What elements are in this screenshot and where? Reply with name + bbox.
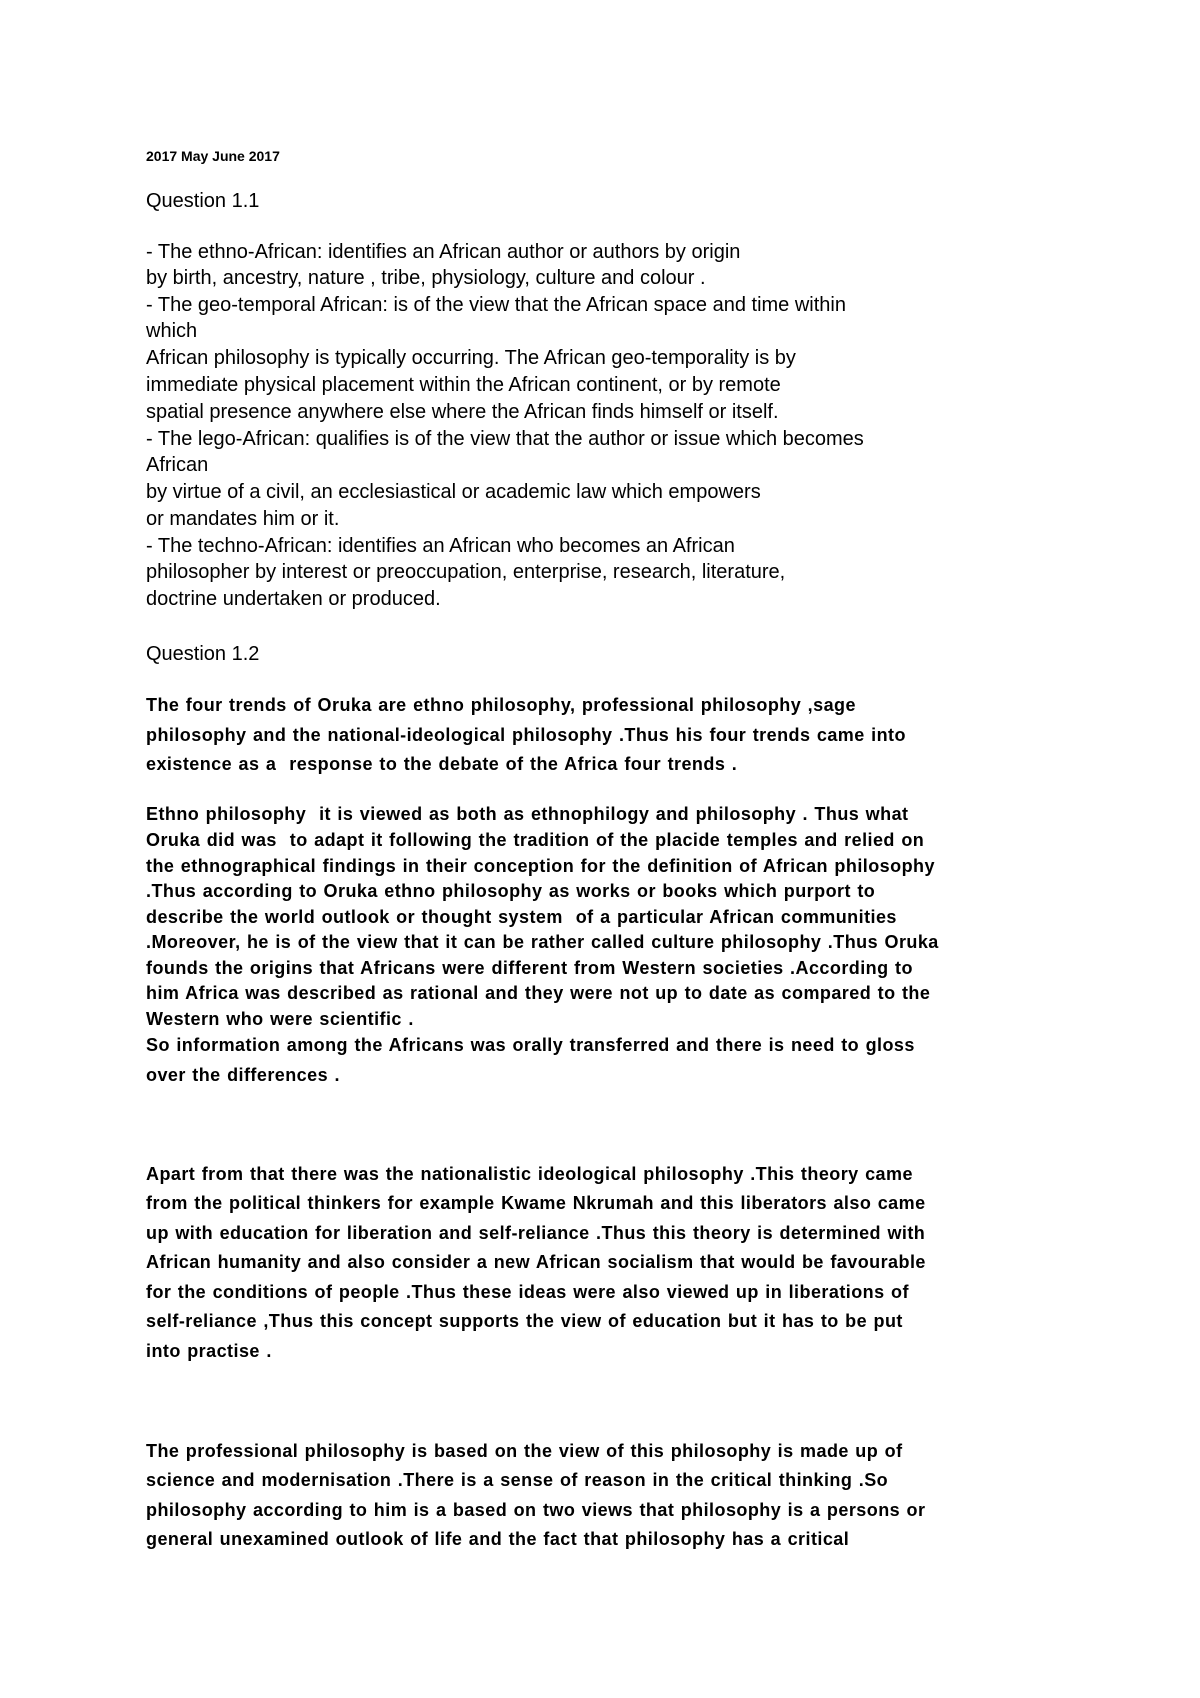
text-line: from the political thinkers for example Kwame Nkrumah and this liberators also came xyxy=(146,1193,926,1213)
text-line: Apart from that there was the nationalistic ideological philosophy .This theory came xyxy=(146,1164,913,1184)
text-line: African philosophy is typically occurring. The African geo-temporality is by xyxy=(146,347,796,369)
question-1-1-title: Question 1.1 xyxy=(146,190,260,212)
text-line: The professional philosophy is based on the view of this philosophy is made up of xyxy=(146,1441,903,1461)
text-line: founds the origins that Africans were different from Western societies .According to xyxy=(146,958,913,978)
text-line: The four trends of Oruka are ethno philosophy, professional philosophy ,sage xyxy=(146,695,856,715)
text-line: .Thus according to Oruka ethno philosophy as works or books which purport to xyxy=(146,881,876,901)
text-line: general unexamined outlook of life and the fact that philosophy has a critical xyxy=(146,1529,850,1549)
text-line: spatial presence anywhere else where the African finds himself or itself. xyxy=(146,401,779,423)
text-line: immediate physical placement within the African continent, or by remote xyxy=(146,374,781,396)
text-line: philosophy according to him is a based on two views that philosophy is a persons or xyxy=(146,1500,926,1520)
document-header: 2017 May June 2017 xyxy=(146,148,280,164)
text-line: - The ethno-African: identifies an African author or authors by origin xyxy=(146,241,741,263)
text-line: for the conditions of people .Thus these ideas were also viewed up in liberations of xyxy=(146,1282,909,1302)
text-line: Western who were scientific . xyxy=(146,1009,414,1029)
text-line: science and modernisation .There is a sense of reason in the critical thinking .So xyxy=(146,1470,889,1490)
text-line: Oruka did was to adapt it following the tradition of the placide temples and relied on xyxy=(146,830,925,850)
text-line: over the differences . xyxy=(146,1065,340,1085)
text-line: African xyxy=(146,454,209,476)
text-line: or mandates him or it. xyxy=(146,508,340,530)
text-line: - The geo-temporal African: is of the view that the African space and time within xyxy=(146,294,846,316)
text-line: .Moreover, he is of the view that it can be rather called culture philosophy .Thus Oruka xyxy=(146,932,939,952)
text-line: - The lego-African: qualifies is of the view that the author or issue which becomes xyxy=(146,428,864,450)
text-line: philosophy and the national-ideological philosophy .Thus his four trends came into xyxy=(146,725,906,745)
text-line: him Africa was described as rational and they were not up to date as compared to the xyxy=(146,983,931,1003)
text-line: by birth, ancestry, nature , tribe, physiology, culture and colour . xyxy=(146,267,706,289)
text-line: - The techno-African: identifies an African who becomes an African xyxy=(146,535,735,557)
text-line: describe the world outlook or thought system of a particular African communities xyxy=(146,907,897,927)
text-line: into practise . xyxy=(146,1341,272,1361)
text-line: the ethnographical findings in their conception for the definition of African philosophy xyxy=(146,856,935,876)
text-line: existence as a response to the debate of the Africa four trends . xyxy=(146,754,738,774)
text-line: doctrine undertaken or produced. xyxy=(146,588,441,610)
question-1-2-title: Question 1.2 xyxy=(146,643,260,665)
text-line: self-reliance ,Thus this concept supports the view of education but it has to be put xyxy=(146,1311,903,1331)
text-line: up with education for liberation and self-reliance .Thus this theory is determined with xyxy=(146,1223,926,1243)
text-line: So information among the Africans was orally transferred and there is need to gloss xyxy=(146,1035,915,1055)
text-line: Ethno philosophy it is viewed as both as ethnophilogy and philosophy . Thus what xyxy=(146,804,909,824)
text-line: which xyxy=(146,320,198,342)
text-line: by virtue of a civil, an ecclesiastical or academic law which empowers xyxy=(146,481,761,503)
text-line: philosopher by interest or preoccupation, enterprise, research, literature, xyxy=(146,561,786,583)
text-line: African humanity and also consider a new African socialism that would be favourable xyxy=(146,1252,926,1272)
